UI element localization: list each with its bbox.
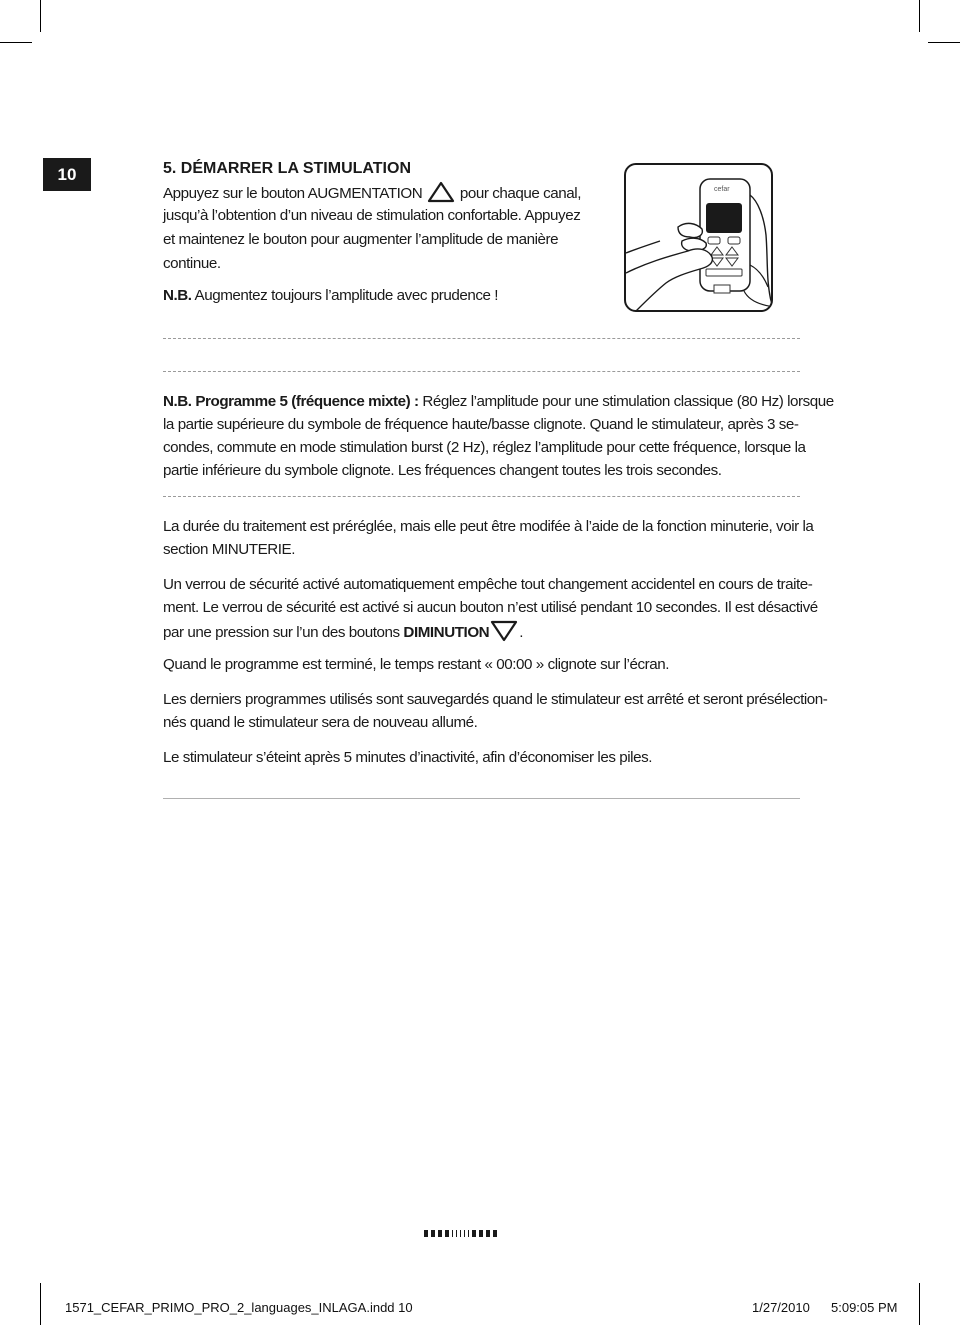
- crop-mark-top-left-v: [40, 0, 41, 32]
- footer-date: 1/27/2010: [752, 1300, 810, 1315]
- section-heading: 5. DÉMARRER LA STIMULATION: [163, 160, 411, 177]
- section-line-1-before: Appuyez sur le bouton AUGMENTATION: [163, 185, 423, 202]
- lock-line-3-bold: DIMINUTION: [403, 624, 490, 641]
- crop-mark-top-left-h: [0, 42, 32, 43]
- note-line-3: condes, commute en mode stimulation burst (2 Hz), réglez l’amplitude pour cette fréquence, lorsque la: [163, 439, 806, 456]
- duration-line-2: section MINUTERIE.: [163, 541, 295, 558]
- page-number: 10: [43, 158, 91, 191]
- section-nb-label: N.B.: [163, 287, 192, 304]
- lock-line-1: Un verrou de sécurité activé automatiquement empêche tout changement accidentel en cours de traite-: [163, 576, 813, 593]
- printer-bar-marks: [424, 1230, 497, 1237]
- end-program-text: Quand le programme est terminé, le temps restant « 00:00 » clignote sur l’écran.: [163, 656, 669, 673]
- svg-text:cefar: cefar: [714, 186, 730, 193]
- saved-line-2: nés quand le stimulateur sera de nouveau allumé.: [163, 714, 478, 731]
- note-nb-label: N.B.: [163, 393, 192, 410]
- triangle-down-icon: [489, 620, 519, 650]
- section-line-2: jusqu’à l’obtention d’un niveau de stimulation confortable. Appuyez: [163, 207, 581, 224]
- duration-line-1: La durée du traitement est préréglée, mais elle peut être modifée à l’aide de la fonction minuterie, voir la: [163, 518, 814, 535]
- auto-off-text: Le stimulateur s’éteint après 5 minutes d’inactivité, afin d’économiser les piles.: [163, 749, 653, 766]
- note-line-1: [163, 391, 834, 414]
- separator-solid: [163, 798, 800, 799]
- separator-dashed-3: [163, 496, 800, 497]
- crop-mark-bottom-left-v: [40, 1283, 41, 1325]
- device-illustration: [624, 163, 773, 312]
- note-bold-phrase: Programme 5 (fréquence mixte) :: [195, 393, 419, 410]
- lock-line-2: ment. Le verrou de sécurité est activé si aucun bouton n’est utilisé pendant 10 secondes. Il est désactivé: [163, 599, 818, 616]
- lock-line-3: [163, 620, 523, 650]
- crop-mark-top-right-v: [919, 0, 920, 32]
- section-nb-text: Augmentez toujours l’amplitude avec prudence !: [194, 287, 499, 304]
- separator-dashed-1: [163, 338, 800, 339]
- note-line-1-rest: Réglez l’amplitude pour une stimulation classique (80 Hz) lorsque: [422, 393, 834, 410]
- footer-filename: 1571_CEFAR_PRIMO_PRO_2_languages_INLAGA.indd 10: [65, 1300, 413, 1315]
- hand-holding-stimulator-icon: [626, 165, 773, 312]
- crop-mark-bottom-right-v: [919, 1283, 920, 1325]
- lock-line-3-after: .: [519, 624, 523, 641]
- note-line-2: la partie supérieure du symbole de fréquence haute/basse clignote. Quand le stimulateur, après 3 se-: [163, 416, 799, 433]
- section-line-3: et maintenez le bouton pour augmenter l’amplitude de manière: [163, 231, 559, 248]
- note-line-4: partie inférieure du symbole clignote. Les fréquences changent toutes les trois secondes.: [163, 462, 722, 479]
- section-nb: [163, 285, 498, 308]
- saved-line-1: Les derniers programmes utilisés sont sauvegardés quand le stimulateur est arrêté et seront présélection-: [163, 691, 828, 708]
- lock-line-3-before: par une pression sur l’un des boutons: [163, 624, 400, 641]
- separator-dashed-2: [163, 371, 800, 372]
- section-line-1-after: pour chaque canal,: [459, 185, 581, 202]
- crop-mark-top-right-h: [928, 42, 960, 43]
- footer-time: 5:09:05 PM: [831, 1300, 898, 1315]
- section-line-4: continue.: [163, 255, 221, 272]
